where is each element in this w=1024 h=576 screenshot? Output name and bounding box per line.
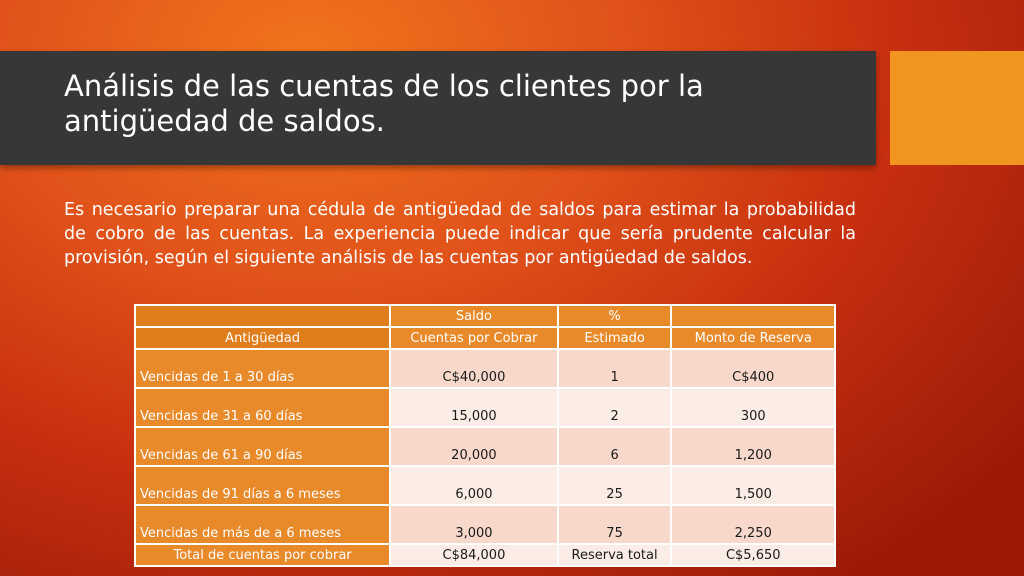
row-label: Vencidas de más de a 6 meses bbox=[135, 505, 390, 544]
header-cell: Estimado bbox=[558, 327, 672, 349]
header-cell: Monto de Reserva bbox=[671, 327, 835, 349]
row-value: 15,000 bbox=[390, 388, 558, 427]
row-value: 300 bbox=[671, 388, 835, 427]
total-value: C$84,000 bbox=[390, 544, 558, 566]
table-header-row-1 bbox=[135, 305, 835, 327]
slide-title: Análisis de las cuentas de los clientes por la antigüedad de saldos. bbox=[64, 69, 704, 138]
total-value: Reserva total bbox=[558, 544, 672, 566]
row-value: 2 bbox=[558, 388, 672, 427]
aging-table bbox=[134, 304, 836, 567]
total-value: C$5,650 bbox=[671, 544, 835, 566]
header-cell bbox=[135, 305, 390, 327]
header-cell: % bbox=[558, 305, 672, 327]
table-row bbox=[135, 427, 835, 466]
row-value: 1,500 bbox=[671, 466, 835, 505]
row-value: C$400 bbox=[671, 349, 835, 388]
row-value: 1 bbox=[558, 349, 672, 388]
slide-paragraph: Es necesario preparar una cédula de antigüedad de saldos para estimar la probabilidad de cobro de las cuentas. La experiencia puede indicar que sería prudente calcular la provisión, según el siguiente análisis de las cuentas por antigüedad de saldos. bbox=[64, 200, 856, 268]
table-row bbox=[135, 466, 835, 505]
title-bar bbox=[0, 51, 876, 165]
row-value: 1,200 bbox=[671, 427, 835, 466]
header-cell: Cuentas por Cobrar bbox=[390, 327, 558, 349]
row-value: 20,000 bbox=[390, 427, 558, 466]
row-value: 2,250 bbox=[671, 505, 835, 544]
table-row bbox=[135, 388, 835, 427]
table-header-row-2 bbox=[135, 327, 835, 349]
row-value: 6 bbox=[558, 427, 672, 466]
row-label: Vencidas de 61 a 90 días bbox=[135, 427, 390, 466]
row-label: Vencidas de 1 a 30 días bbox=[135, 349, 390, 388]
header-cell: Antigüedad bbox=[135, 327, 390, 349]
table-row bbox=[135, 505, 835, 544]
total-label: Total de cuentas por cobrar bbox=[135, 544, 390, 566]
table-row bbox=[135, 349, 835, 388]
row-value: 3,000 bbox=[390, 505, 558, 544]
header-cell bbox=[671, 305, 835, 327]
row-label: Vencidas de 91 días a 6 meses bbox=[135, 466, 390, 505]
header-cell: Saldo bbox=[390, 305, 558, 327]
row-value: C$40,000 bbox=[390, 349, 558, 388]
table-total-row bbox=[135, 544, 835, 566]
row-value: 75 bbox=[558, 505, 672, 544]
row-value: 25 bbox=[558, 466, 672, 505]
row-label: Vencidas de 31 a 60 días bbox=[135, 388, 390, 427]
row-value: 6,000 bbox=[390, 466, 558, 505]
accent-box bbox=[890, 51, 1024, 165]
